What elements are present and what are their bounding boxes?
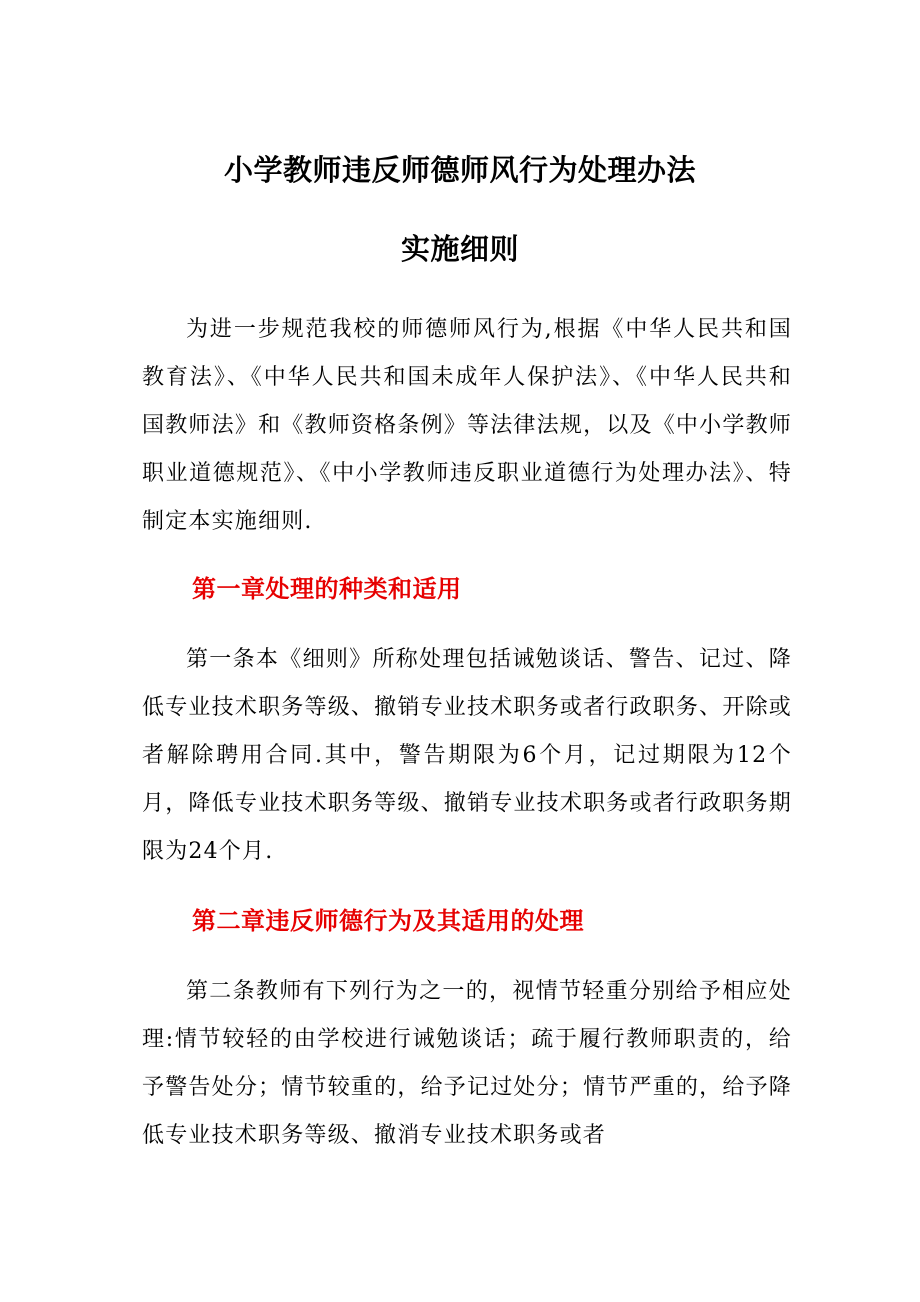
article-2-paragraph: 第二条教师有下列行为之一的，视情节轻重分别给予相应处理:情节较轻的由学校进行诫勉谈话；疏于履行教师职责的，给予警告处分；情节较重的，给予记过处分；情节严重的，给予降低专业技术职务等级、撤消专业技术职务或者 <box>142 979 792 1148</box>
article-1-paragraph: 第一条本《细则》所称处理包括诫勉谈话、警告、记过、降低专业技术职务等级、撤销专业技术职务或者行政职务、开除或者解除聘用合同.其中，警告期限为6个月，记过期限为12个月，降低专业技术职务等级、撤销专业技术职务或者行政职务期限为24个月. <box>142 647 792 864</box>
document-title: 小学教师违反师德师风行为处理办法 <box>223 153 696 187</box>
intro-paragraph: 为进一步规范我校的师德师风行为,根据《中华人民共和国教育法》、《中华人民共和国未成年人保护法》、《中华人民共和国教师法》和《教师资格条例》等法律法规，以及《中小学教师职业道德规范》、《中小学教师违反职业道德行为处理办法》、特制定本实施细则. <box>142 317 792 534</box>
chapter-1-heading: 第一章处理的种类和适用 <box>192 575 462 603</box>
document-subtitle: 实施细则 <box>400 232 519 266</box>
chapter-2-heading: 第二章违反师德行为及其适用的处理 <box>192 907 584 935</box>
